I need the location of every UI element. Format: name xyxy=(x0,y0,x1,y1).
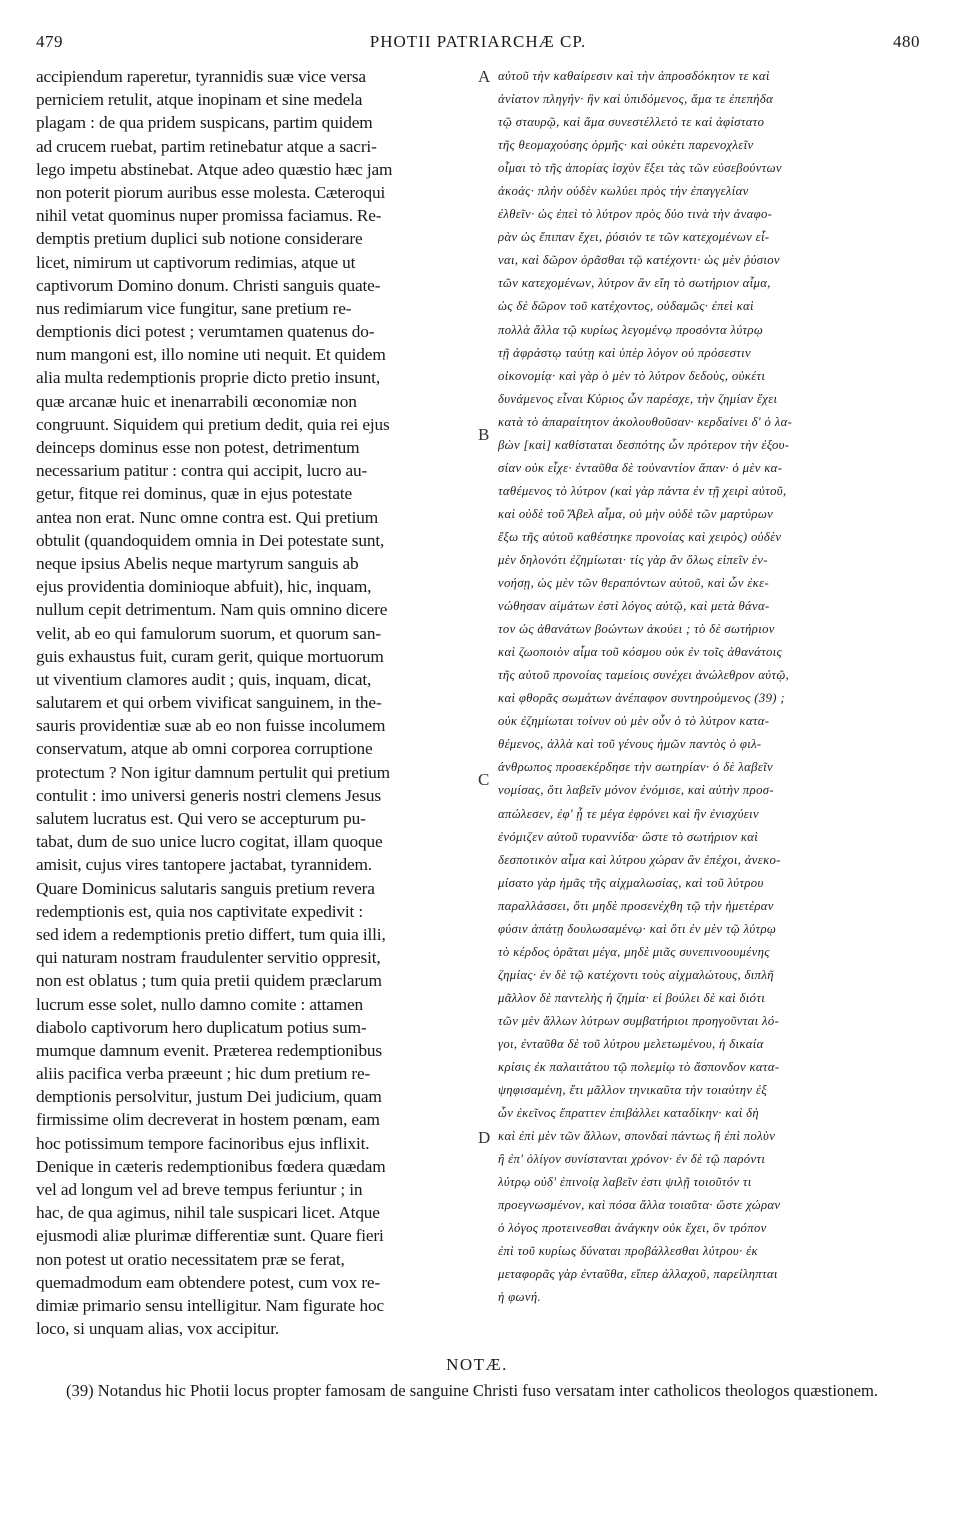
text-line: τῆς θεομαχούσης ὁρμῆς· καὶ οὐκέτι παρενοχλεῖν xyxy=(498,138,754,153)
text-line: demptionis persolvitur, justum Dei judicium, quam xyxy=(36,1087,382,1107)
text-line: καὶ φθορᾶς σωμάτων ἀνέπαφον συντηρούμενος (39) ; xyxy=(498,691,785,706)
text-line: sauris providentiæ suæ ab eo non fuisse incolumem xyxy=(36,716,386,736)
text-line: salutem lucratus est. Qui vero se accepturum pu- xyxy=(36,809,366,828)
text-line: conservatum, atque ab omni corporea corruptione xyxy=(36,739,373,759)
text-line: aliis pacifica verba præeunt ; hic dum pretium re- xyxy=(36,1064,371,1084)
text-line: νώθησαν αἱμάτων ἐστὶ λόγος αὐτῷ, καὶ μετὰ θάνα- xyxy=(498,599,770,614)
text-line: ἀνίατον πληγήν· ἣν καὶ ὑπιδόμενος, ἅμα τε ἐπεπήδα xyxy=(498,92,774,107)
text-line: firmissime olim decreverat in hostem pœnam, eam xyxy=(36,1110,380,1130)
footnote: (39) Notandus hic Photii locus propter famosam de sanguine Christi fuso versatam inter catholicos theologos quæstionem. xyxy=(66,1381,879,1400)
text-line: sed idem a redemptionis pretio differt, tum quia illi, xyxy=(36,924,386,944)
text-line: nullum cepit detrimentum. Nam quis omnino dicere xyxy=(36,600,388,620)
text-line: vel ad longum vel ad breve tempus feriuntur ; in xyxy=(36,1180,363,1199)
text-line: ἔξω τῆς αὐτοῦ καθέστηκε προνοίας καὶ χειρὸς) οὐδὲν xyxy=(498,529,782,544)
text-line: loco, si unquam alias, vox accipitur. xyxy=(36,1319,280,1339)
text-line: άνθρωπος προσεκέρδησε τὴν σωτηρίαν· ὁ δὲ λαβεῖν xyxy=(498,760,774,775)
text-line: plagam : de qua pridem suspicans, partim quidem xyxy=(36,113,373,133)
text-line: necessarium patitur : contra qui accipit, lucro au- xyxy=(36,461,368,481)
text-line: deinceps dominus esse non potest, detrimentum xyxy=(36,438,360,457)
page-number-right: 480 xyxy=(893,32,920,51)
text-line: lego impetu abstinebat. Atque adeo quæstio hæc jam xyxy=(36,159,393,179)
text-line: ad crucem ruebat, partim retinebatur atque a sacri- xyxy=(36,136,377,156)
text-line: τὸ κέρδος ὁρᾶται μέγα, μηδὲ μιᾶς συνεπινοουμένης xyxy=(498,944,770,959)
text-line: protectum ? Non igitur damnum pertulit qui pretium xyxy=(36,762,390,782)
text-line: απώλεσεν, ἐφ' ᾗ τε μέγα ἐφρόνει καὶ ἣν ἐνισχύειν xyxy=(498,806,759,821)
text-line: ἡ φωνή. xyxy=(498,1290,541,1305)
text-line: quemadmodum eam obtendere potest, cum vox re- xyxy=(36,1272,381,1292)
text-line: guis exhaustus fuit, curam gerit, quique mortuorum xyxy=(36,646,384,666)
text-line: ὡς δὲ δῶρον τοῦ κατέχοντος, οὐδαμῶς· ἐπεὶ καὶ xyxy=(498,299,754,314)
notes-title: NOTÆ. xyxy=(446,1355,508,1374)
text-line: ναι, καὶ δῶρον ὁρᾶσθαι τῷ κατέχοντι· ὡς μὲν ῥύσιον xyxy=(498,253,780,268)
text-line: γοι, ἐνταῦθα δὲ τοῦ λύτρου μελετωμένου, ἡ δικαία xyxy=(498,1036,764,1051)
text-line: σίαν οὐκ εἶχε· ἐνταῦθα δὲ τοὐναντίον ἅπαν· ὁ μὲν κα- xyxy=(498,460,783,475)
text-line: mumque damnum evenit. Præterea redemptionibus xyxy=(36,1040,382,1060)
text-line: λύτρῳ οὐδ' ἐπινοίᾳ λαβεῖν ἐστι ψιλῇ τοιοῦτόν τι xyxy=(498,1175,752,1190)
text-line: obtulit (quandoquidem omnia in Dei potestate sunt, xyxy=(36,530,385,550)
text-line: βὼν [καὶ] καθίσταται δεσπότης ὧν πρότερον τὴν ἐξου- xyxy=(498,437,790,452)
running-header xyxy=(36,32,920,56)
text-line: τῶν μὲν ἄλλων λύτρων συμβατήριοι προηγοῦνται λό- xyxy=(498,1013,780,1028)
text-line: redemptionis est, quia nos captivitate expedivit : xyxy=(36,901,364,921)
text-line: demptionis dici potest ; verumtamen quatenus do- xyxy=(36,322,375,342)
text-line: καὶ οὐδὲ τοῦ Ἄβελ αἷμα, οὐ μὴν οὐδὲ τῶν μαρτύρων xyxy=(498,506,774,521)
text-line: neque ipsius Abelis neque martyrum sanguis ab xyxy=(36,553,359,573)
text-line: κρίσις ἐκ παλαιτάτου τῷ πολεμίῳ τὸ ἄσπονδον κατα- xyxy=(498,1060,780,1075)
text-line: μᾶλλον δὲ παντελὴς ἡ ζημία· εἰ βούλει δὲ καὶ διότι xyxy=(498,990,766,1005)
text-line: tabat, dum de suo unice lucro cogitat, illam quoque xyxy=(36,832,383,852)
text-line: οἶμαι τὸ τῆς ἀπορίας ἰσχὺν ἕξει τὰς τῶν εὐσεβούντων xyxy=(498,161,782,176)
text-line: νοήσῃ, ὡς μὲν τῶν θεραπόντων αὐτοῦ, καὶ ὧν ἐκε- xyxy=(498,576,770,591)
text-line: ὧν ἐκεῖνος ἔπραττεν ἐπιβάλλει καταδίκην· καὶ δὴ xyxy=(498,1106,760,1121)
text-line: diabolo captivorum hero duplicatum potius sum- xyxy=(36,1017,367,1037)
text-line: τῶν κατεχομένων, λύτρον ἂν εἴη τὸ σωτήριον αἷμα, xyxy=(498,276,771,291)
margin-letter-c: C xyxy=(478,770,490,789)
text-line: perniciem retulit, atque inopinam et sine medela xyxy=(36,90,363,110)
text-line: τῷ σταυρῷ, καὶ ἅμα συνεστέλλετό τε καὶ ἀφίστατο xyxy=(498,115,765,130)
text-line: accipiendum raperetur, tyrannidis suæ vice versa xyxy=(36,67,366,86)
latin-column xyxy=(36,65,472,1340)
text-line: καὶ ἐπὶ μὲν τῶν ἄλλων, σπονδαὶ πάντως ἢ ἐπὶ πολὺν xyxy=(498,1129,776,1144)
running-title: PHOTII PATRIARCHÆ CP. xyxy=(369,32,587,51)
text-line: τον ὡς ἀθανάτων βοώντων ἀκούει ; τὸ δὲ σωτήριον xyxy=(498,622,775,637)
text-line: Quare Dominicus salutaris sanguis pretium revera xyxy=(36,878,375,898)
text-line: ἢ ἐπ' ὀλίγον συνίστανται χρόνον· ἐν δὲ τῷ παρόντι xyxy=(498,1152,766,1167)
text-line: lucrum esse solet, nullo damno comite : attamen xyxy=(36,994,363,1014)
text-line: μὲν δηλονότι ἐζημίωται· τίς γὰρ ἂν ὅλως εἰπεῖν ἐν- xyxy=(498,552,768,567)
text-line: πολλὰ ἄλλα τῷ κυρίως λεγομένῳ προσόντα λύτρῳ xyxy=(498,322,764,337)
text-line: dimiæ primario sensu intelligitur. Nam figurate hoc xyxy=(36,1295,384,1315)
text-line: κατὰ τὸ ἀπαραίτητον ἀκολουθοῦσαν· κερδαίνει δ' ὁ λα- xyxy=(498,414,793,429)
margin-letter-a: A xyxy=(478,67,491,86)
text-line: φύσιν ἀπάτῃ δουλωσαμένῳ· καὶ ὅτι ἐν μὲν τῷ λύτρῳ xyxy=(498,921,777,936)
text-line: οὐκ ἐζημίωται τοίνυν οὐ μὲν οὖν ὁ τὸ λύτρον κατα- xyxy=(498,714,770,729)
text-line: non potest ut oratio necessitatem præ se ferat, xyxy=(36,1249,345,1269)
text-line: ejus providentia dominioque abfuit), hic, inquam, xyxy=(36,577,372,597)
text-line: contulit : imo universi generis nostri clemens Jesus xyxy=(36,785,381,805)
text-line: ψηφισαμένη, ἔτι μᾶλλον τηνικαῦτα τὴν τοιαύτην ἐξ xyxy=(498,1083,768,1098)
text-line: hac, de qua agimus, nihil tale suspicari licet. Atque xyxy=(36,1203,380,1223)
text-line: αὐτοῦ τὴν καθαίρεσιν καὶ τὴν ἀπροσδόκητον τε καὶ xyxy=(498,69,770,83)
greek-column xyxy=(498,65,922,1310)
margin-letter-d: D xyxy=(478,1128,491,1147)
text-line: quæ arcanæ huic et inenarrabili œconomiæ non xyxy=(36,391,357,411)
text-line: licet, nimirum ut captivorum redimias, atque ut xyxy=(36,252,356,272)
text-line: μίσατο γὰρ ἡμᾶς τῆς αἰχμαλωσίας, καὶ τοῦ λύτρου xyxy=(498,875,764,890)
text-line: non est oblatus ; tum quia pretii quidem præclarum xyxy=(36,971,382,991)
text-line: προεγνωσμένον, καὶ πόσα ἄλλα τοιαῦτα· ὥστε χώραν xyxy=(498,1198,781,1213)
text-line: getur, fitque rei dominus, quæ in ejus potestate xyxy=(36,484,353,504)
text-line: demptis pretium duplici sub notione considerare xyxy=(36,229,363,249)
text-line: ἐλθεῖν· ὡς ἐπεὶ τὸ λύτρον πρὸς δύο τινὰ τὴν ἀναφο- xyxy=(498,207,773,222)
text-line: νομίσας, ὅτι λαβεῖν μόνον ἐνόμισε, καὶ αὐτὴν προσ- xyxy=(498,783,774,798)
text-line: τῆς αὐτοῦ προνοίας ταμείοις συνέχει ἀνώλεθρον αὐτῷ, xyxy=(498,668,790,683)
text-line: non poterit piorum auribus esse molesta. Cæteroqui xyxy=(36,182,386,202)
text-line: ut viventium clamores audit ; quis, inquam, dicat, xyxy=(36,669,372,689)
text-line: τῇ ἀφράστῳ ταύτῃ καὶ ὑπὲρ λόγον οὐ πρόσεστιν xyxy=(498,345,752,360)
text-line: ἐπὶ τοῦ κυρίως δύναται προβάλλεσθαι λύτρου· ἐκ xyxy=(498,1244,758,1259)
text-line: ἐνόμιζεν αὐτοῦ τυραννίδα· ὥστε τὸ σωτήριον καὶ xyxy=(498,829,759,844)
text-line: nihil vetat quominus nuper promissa faciamus. Re- xyxy=(36,206,382,226)
text-line: congruunt. Siquidem qui pretium dedit, quia rei ejus xyxy=(36,414,390,434)
text-line: amisit, cujus vires tantopere jactabat, tyrannidem. xyxy=(36,855,372,875)
text-line: καὶ ζωοποιὸν αἷμα τοῦ κόσμου οὐκ ἐν τοῖς ἀθανάτοις xyxy=(498,645,783,660)
text-line: ὁ λόγος προτεινεσθαι ἀνάγκην οὐκ ἔχει, ὃν τρόπον xyxy=(498,1221,767,1236)
text-line: ζημίας· ἐν δὲ τῷ κατέχοντι τοὺς αἰχμαλώτους, διπλῆ xyxy=(498,967,774,982)
text-line: ταθέμενος τὸ λύτρον (καὶ γὰρ πάντα ἐν τῇ χειρὶ αὐτοῦ, xyxy=(498,483,787,498)
text-line: μεταφορᾶς γὰρ ἐνταῦθα, εἴπερ ἀλλαχοῦ, παρείληπται xyxy=(498,1267,778,1282)
text-line: παραλλάσσει, ὅτι μηδὲ προσενέχθη τῷ τὴν ἡμετέραν xyxy=(498,898,774,913)
text-line: num mangoni est, illo nomine uti nequit. Et quidem xyxy=(36,345,386,365)
page-number-left: 479 xyxy=(36,32,63,51)
text-line: θέμενος, ἀλλὰ καὶ τοῦ γένους ἡμῶν παντὸς ὁ φιλ- xyxy=(498,737,762,752)
margin-letter-b: B xyxy=(478,425,490,444)
text-line: captivorum Domino donum. Christi sanguis quate- xyxy=(36,275,381,295)
text-line: ejusmodi aliæ plurimæ differentiæ sunt. Quare fieri xyxy=(36,1226,384,1246)
text-line: alia multa redemptionis proprie dicto pretio insunt, xyxy=(36,368,380,388)
text-line: δεσποτικὸν αἷμα καὶ λύτρου χώραν ἂν ἐπέχοι, ἀνεκο- xyxy=(498,852,781,867)
text-line: nus redimiarum vice fungitur, sane pretium re- xyxy=(36,298,352,318)
text-line: ρὰν ὡς ἔπιπαν ἔχει, ῥύσιόν τε τῶν κατεχομένων εἶ- xyxy=(498,230,770,245)
text-line: δυνάμενος εἶναι Κύριος ὧν παρέσχε, τὴν ζημίαν ἔχει xyxy=(498,391,778,406)
text-line: οἰκονομίᾳ· καὶ γὰρ ὁ μὲν τὸ λύτρον δεδοὺς, οὐκέτι xyxy=(498,368,766,383)
text-line: qui naturam nostram fraudulenter servitio oppresit, xyxy=(36,948,381,968)
text-line: antea non erat. Nunc omne contra est. Qui pretium xyxy=(36,507,378,527)
text-line: Denique in cæteris redemptionibus fœdera quædam xyxy=(36,1156,386,1176)
text-line: ἀκοάς· πλὴν οὐδὲν κωλύει πρὸς τὴν ἐπαγγελίαν xyxy=(498,184,749,199)
text-line: salutarem et qui orbem vivificat sanguinem, in the- xyxy=(36,693,382,713)
text-line: velit, ab eo qui famulorum suorum, et quorum san- xyxy=(36,623,381,643)
text-line: hoc potissimum tempore facinoribus ejus inflixit. xyxy=(36,1133,370,1153)
